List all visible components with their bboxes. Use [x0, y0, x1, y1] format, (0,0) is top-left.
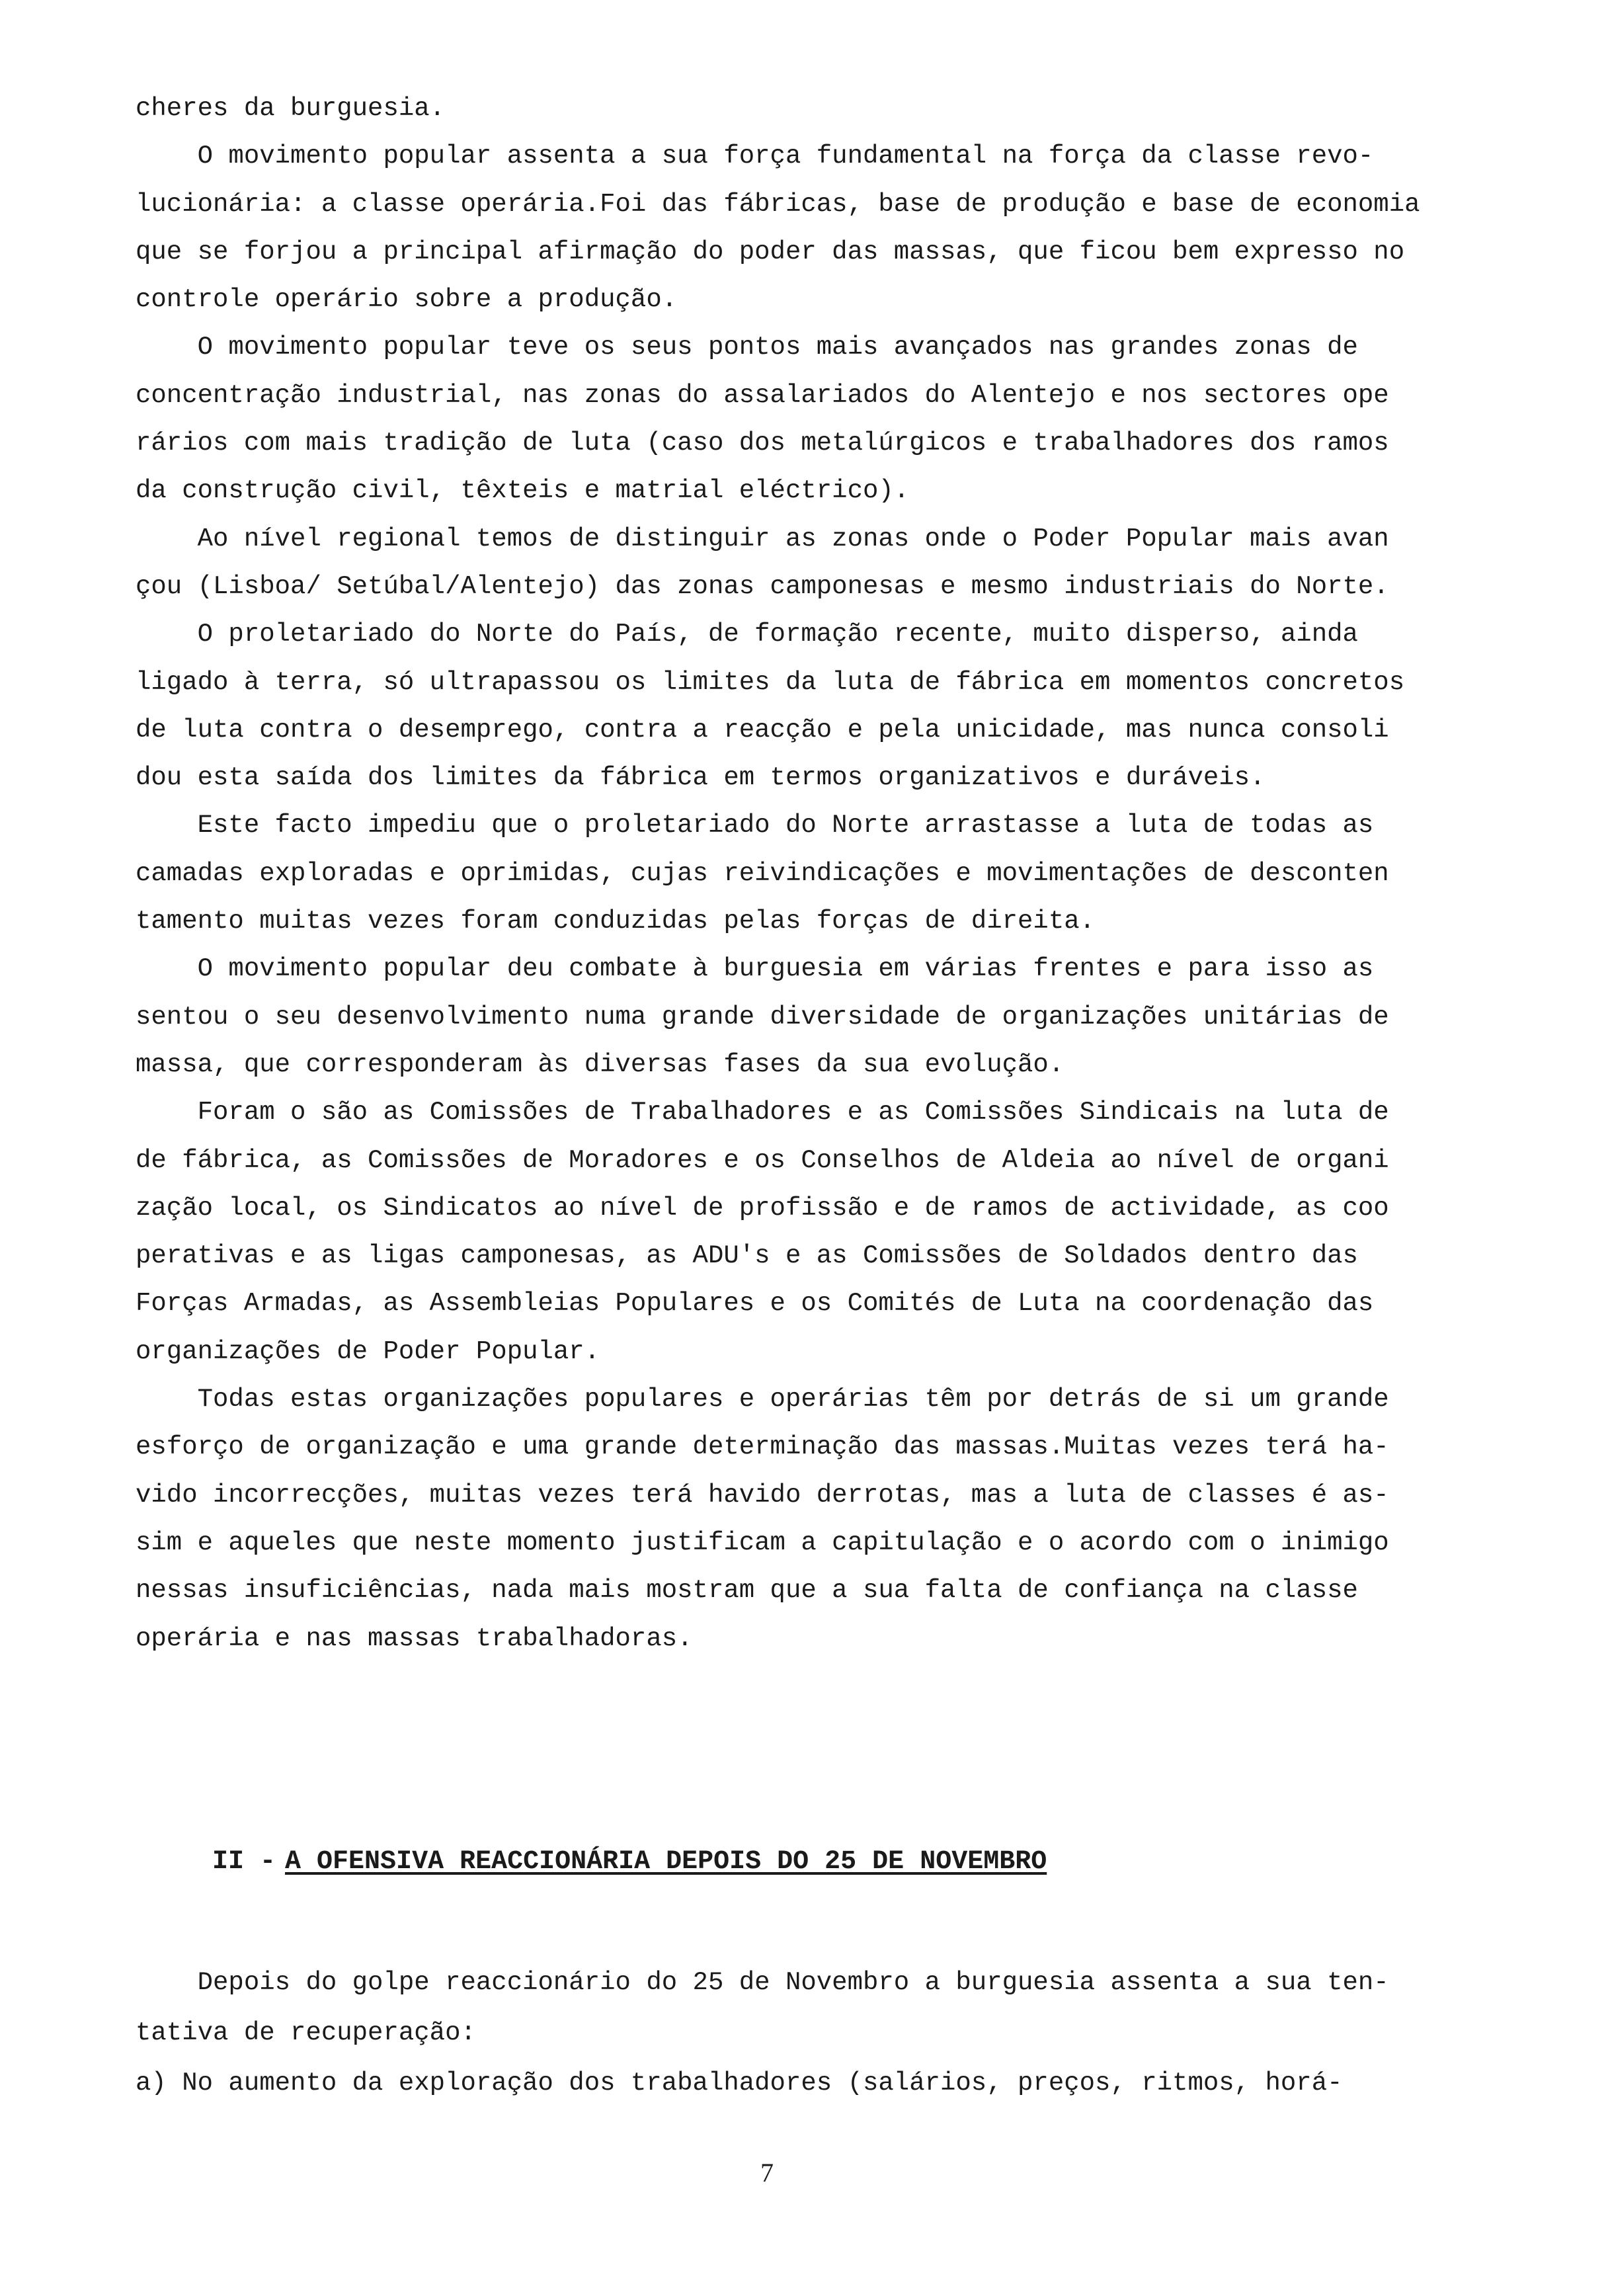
section-title: A OFENSIVA REACCIONÁRIA DEPOIS DO 25 DE NOVEMBRO — [285, 1847, 1047, 1877]
text-line: operária e nas massas trabalhadoras. — [136, 1623, 693, 1653]
text-line: cheres da burguesia. — [136, 94, 446, 123]
text-line: Este facto impediu que o proletariado do Norte arrastasse a luta de todas as — [136, 811, 1374, 840]
section-number: II - — [212, 1847, 276, 1877]
text-line: controle operário sobre a produção. — [136, 285, 678, 315]
text-line: tamento muitas vezes foram conduzidas pelas forças de direita. — [136, 907, 1096, 936]
text-line: Todas estas organizações populares e operárias têm por detrás de si um grande — [136, 1385, 1389, 1414]
text-line: Forças Armadas, as Assembleias Populares e os Comités de Luta na coordenação das — [136, 1289, 1374, 1319]
text-line: massa, que corresponderam às diversas fases da sua evolução. — [136, 1049, 1065, 1079]
text-line: da construção civil, têxteis e matrial eléctrico). — [136, 476, 910, 506]
text-line: concentração industrial, nas zonas do assalariados do Alentejo e nos sectores ope — [136, 380, 1389, 410]
text-line: que se forjou a principal afirmação do poder das massas, que ficou bem expresso no — [136, 237, 1405, 266]
text-line: dou esta saída dos limites da fábrica em termos organizativos e duráveis. — [136, 763, 1266, 793]
section-body-text — [136, 1957, 1511, 2108]
text-line: nessas insuficiências, nada mais mostram que a sua falta de confiança na classe — [136, 1576, 1358, 1606]
text-line: camadas exploradas e oprimidas, cujas reivindicações e movimentações de desconten — [136, 858, 1389, 888]
text-line: sentou o seu desenvolvimento numa grande diversidade de organizações unitárias de — [136, 1002, 1389, 1032]
text-line: organizações de Poder Popular. — [136, 1336, 600, 1366]
text-line: de luta contra o desemprego, contra a reacção e pela unicidade, mas nunca consoli — [136, 715, 1389, 745]
text-line: Ao nível regional temos de distinguir as zonas onde o Poder Popular mais avan — [136, 524, 1389, 554]
text-line: O movimento popular teve os seus pontos mais avançados nas grandes zonas de — [136, 333, 1358, 362]
page-number: 7 — [760, 2158, 774, 2188]
text-line: tativa de recuperação: — [136, 2018, 476, 2047]
text-line: sim e aqueles que neste momento justificam a capitulação e o acordo com o inimigo — [136, 1528, 1389, 1557]
text-line: Depois do golpe reaccionário do 25 de Novembro a burguesia assenta a sua ten- — [136, 1968, 1389, 1997]
text-line: a) No aumento da exploração dos trabalhadores (salários, preços, ritmos, horá- — [136, 2069, 1343, 2098]
text-line: çou (Lisboa/ Setúbal/Alentejo) das zonas camponesas e mesmo industriais do Norte. — [136, 571, 1389, 601]
text-line: O movimento popular assenta a sua força fundamental na força da classe revo- — [136, 142, 1374, 171]
text-line: esforço de organização e uma grande determinação das massas.Muitas vezes terá ha- — [136, 1432, 1389, 1462]
text-line: rários com mais tradição de luta (caso dos metalúrgicos e trabalhadores dos ramos — [136, 429, 1389, 458]
text-line: ligado à terra, só ultrapassou os limites da luta de fábrica em momentos concretos — [136, 667, 1405, 697]
text-line: zação local, os Sindicatos ao nível de profissão e de ramos de actividade, as coo — [136, 1193, 1389, 1223]
text-line: vido incorrecções, muitas vezes terá havido derrotas, mas a luta de classes é as- — [136, 1480, 1389, 1510]
text-line: O movimento popular deu combate à burguesia em várias frentes e para isso as — [136, 954, 1374, 984]
section-heading — [149, 1817, 1047, 1906]
body-text — [136, 85, 1511, 1662]
text-line: perativas e as ligas camponesas, as ADU's e as Comissões de Soldados dentro das — [136, 1241, 1358, 1271]
text-line: lucionária: a classe operária.Foi das fábricas, base de produção e base de economia — [136, 189, 1420, 219]
text-line: Foram o são as Comissões de Trabalhadores e as Comissões Sindicais na luta de — [136, 1098, 1389, 1128]
text-line: O proletariado do Norte do País, de formação recente, muito disperso, ainda — [136, 620, 1358, 649]
text-line: de fábrica, as Comissões de Moradores e os Conselhos de Aldeia ao nível de organi — [136, 1145, 1389, 1175]
